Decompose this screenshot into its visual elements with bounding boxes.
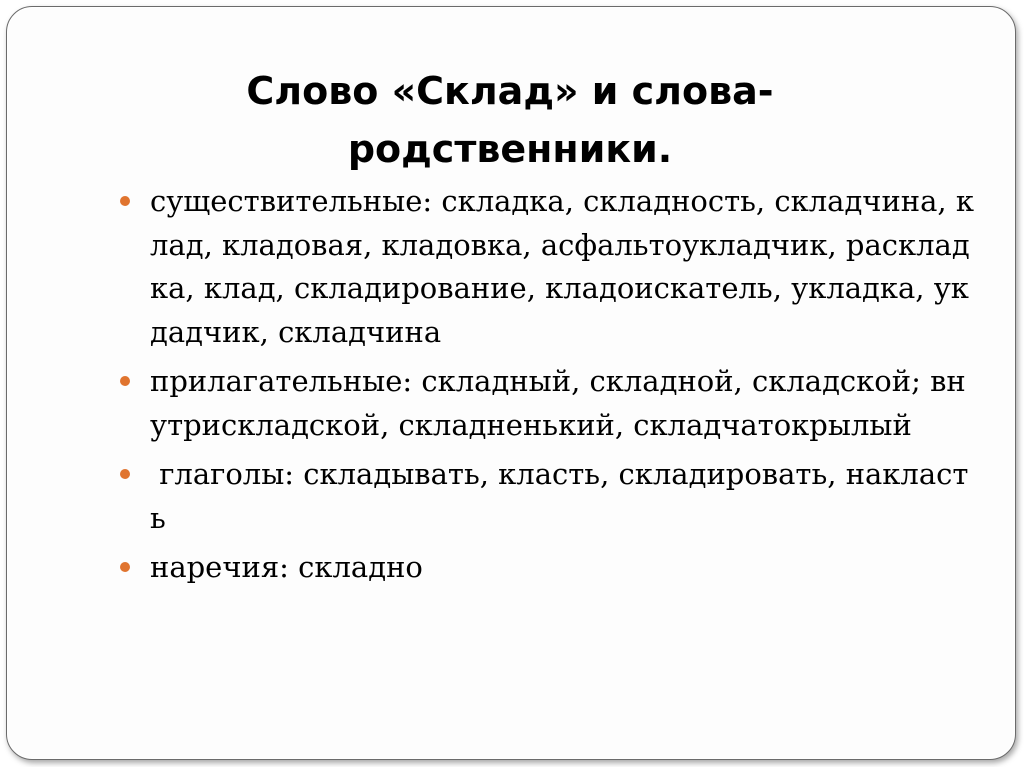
slide-title-line-2: родственники. <box>347 127 673 171</box>
bullet-dot-icon <box>120 376 130 386</box>
bullet-dot-icon <box>120 196 130 206</box>
bullet-item-adverbs <box>118 546 978 590</box>
bullet-list <box>118 180 978 596</box>
slide-title-line-1: Слово «Склад» и слова- <box>246 69 774 113</box>
bullet-item-nouns <box>118 180 978 354</box>
bullet-item-verbs <box>118 453 978 540</box>
bullet-text: глаголы: складывать, класть, складировать, накласть <box>150 457 969 535</box>
bullet-text: наречия: складно <box>150 550 423 584</box>
bullet-dot-icon <box>120 562 130 572</box>
bullet-text: существительные: складка, складность, складчина, клад, кладовая, кладовка, асфальтоукладчик, раскладка, клад, складирование, кладоискатель, укладка, укдадчик, складчина <box>150 184 974 349</box>
bullet-dot-icon <box>120 469 130 479</box>
bullet-item-adjectives <box>118 360 978 447</box>
slide-title <box>150 62 870 178</box>
bullet-text: прилагательные: складный, складной, складской; внутрискладской, складненький, складчатокрылый <box>150 364 966 442</box>
